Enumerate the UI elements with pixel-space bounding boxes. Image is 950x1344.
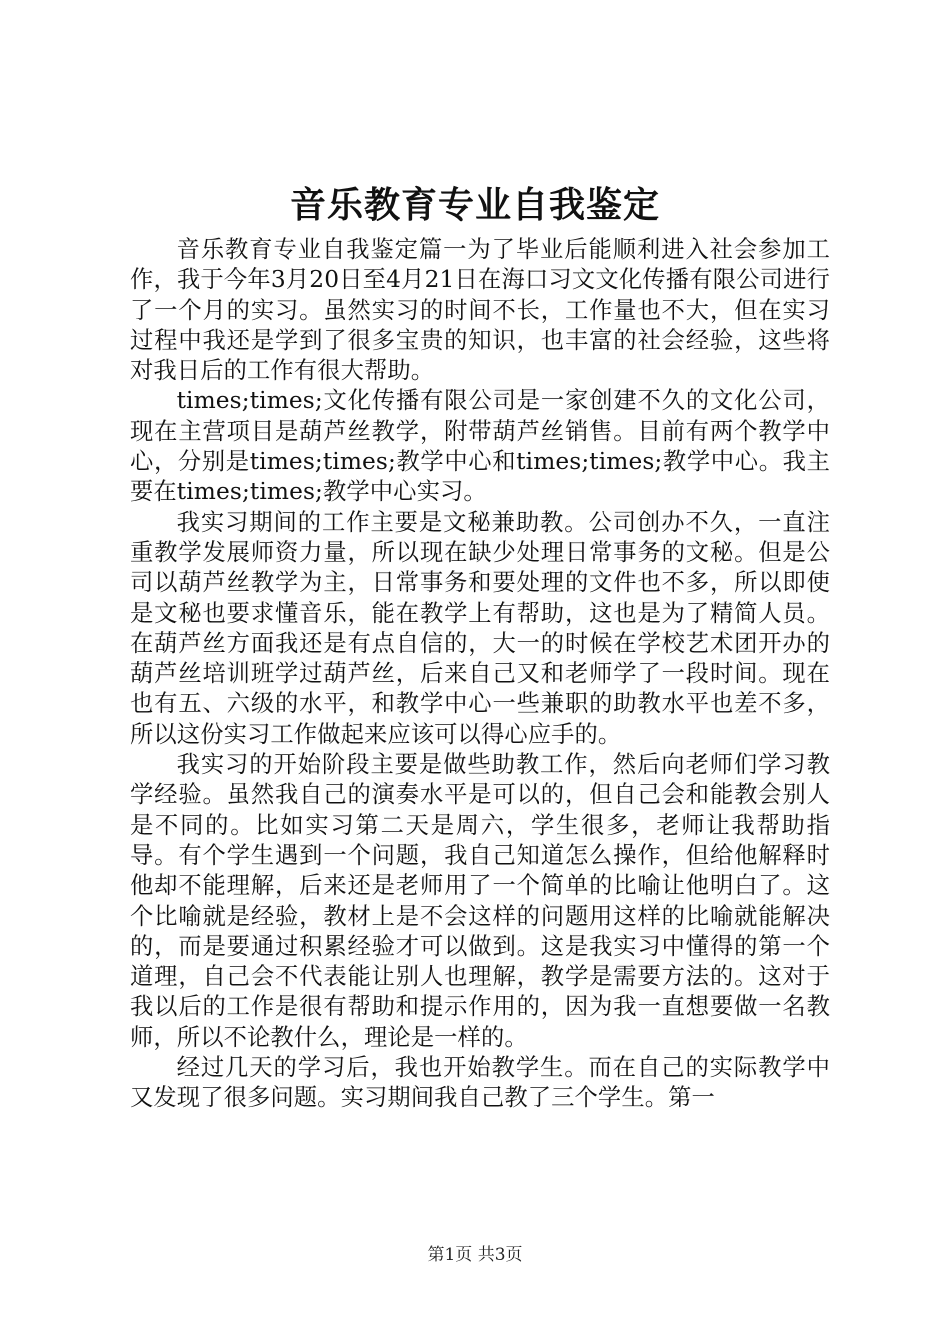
paragraph-1: 音乐教育专业自我鉴定篇一为了毕业后能顺利进入社会参加工作，我于今年3月20日至4月21日在海口习文文化传播有限公司进行了一个月的实习。虽然实习的时间不长，工作量也不大，但在实习过程中我还是学到了很多宝贵的知识，也丰富的社会经验，这些将对我日后的工作有很大帮助。 [130, 236, 830, 385]
document-body [130, 235, 830, 1114]
document-title: 音乐教育专业自我鉴定 [289, 184, 660, 226]
page-footer: 第1页 共3页 [427, 1245, 523, 1265]
paragraph-4: 我实习的开始阶段主要是做些助教工作，然后向老师们学习教学经验。虽然我自己的演奏水平是可以的，但自己会和能教会别人是不同的。比如实习第二天是周六，学生很多，老师让我帮助指导。有个学生遇到一个问题，我自己知道怎么操作，但给他解释时他却不能理解，后来还是老师用了一个简单的比喻让他明白了。这个比喻就是经验，教材上是不会这样的问题用这样的比喻就能解决的，而是要通过积累经验才可以做到。这是我实习中懂得的第一个道理，自己会不代表能让别人也理解，教学是需要方法的。这对于我以后的工作是很有帮助和提示作用的，因为我一直想要做一名教师，所以不论教什么，理论是一样的。 [130, 751, 830, 1051]
paragraph-5: 经过几天的学习后，我也开始教学生。而在自己的实际教学中又发现了很多问题。实习期间我自己教了三个学生。第一 [130, 1054, 830, 1112]
paragraph-2: times;times;文化传播有限公司是一家创建不久的文化公司，现在主营项目是葫芦丝教学，附带葫芦丝销售。目前有两个教学中心，分别是times;times;教学中心和times;times;教学中心。我主要在times;times;教学中心实习。 [130, 387, 830, 506]
paragraph-3: 我实习期间的工作主要是文秘兼助教。公司创办不久，一直注重教学发展师资力量，所以现在缺少处理日常事务的文秘。但是公司以葫芦丝教学为主，日常事务和要处理的文件也不多，所以即使是文秘也要求懂音乐，能在教学上有帮助，这也是为了精简人员。在葫芦丝方面我还是有点自信的，大一的时候在学校艺术团开办的葫芦丝培训班学过葫芦丝，后来自己又和老师学了一段时间。现在也有五、六级的水平，和教学中心一些兼职的助教水平也差不多，所以这份实习工作做起来应该可以得心应手的。 [130, 508, 830, 748]
